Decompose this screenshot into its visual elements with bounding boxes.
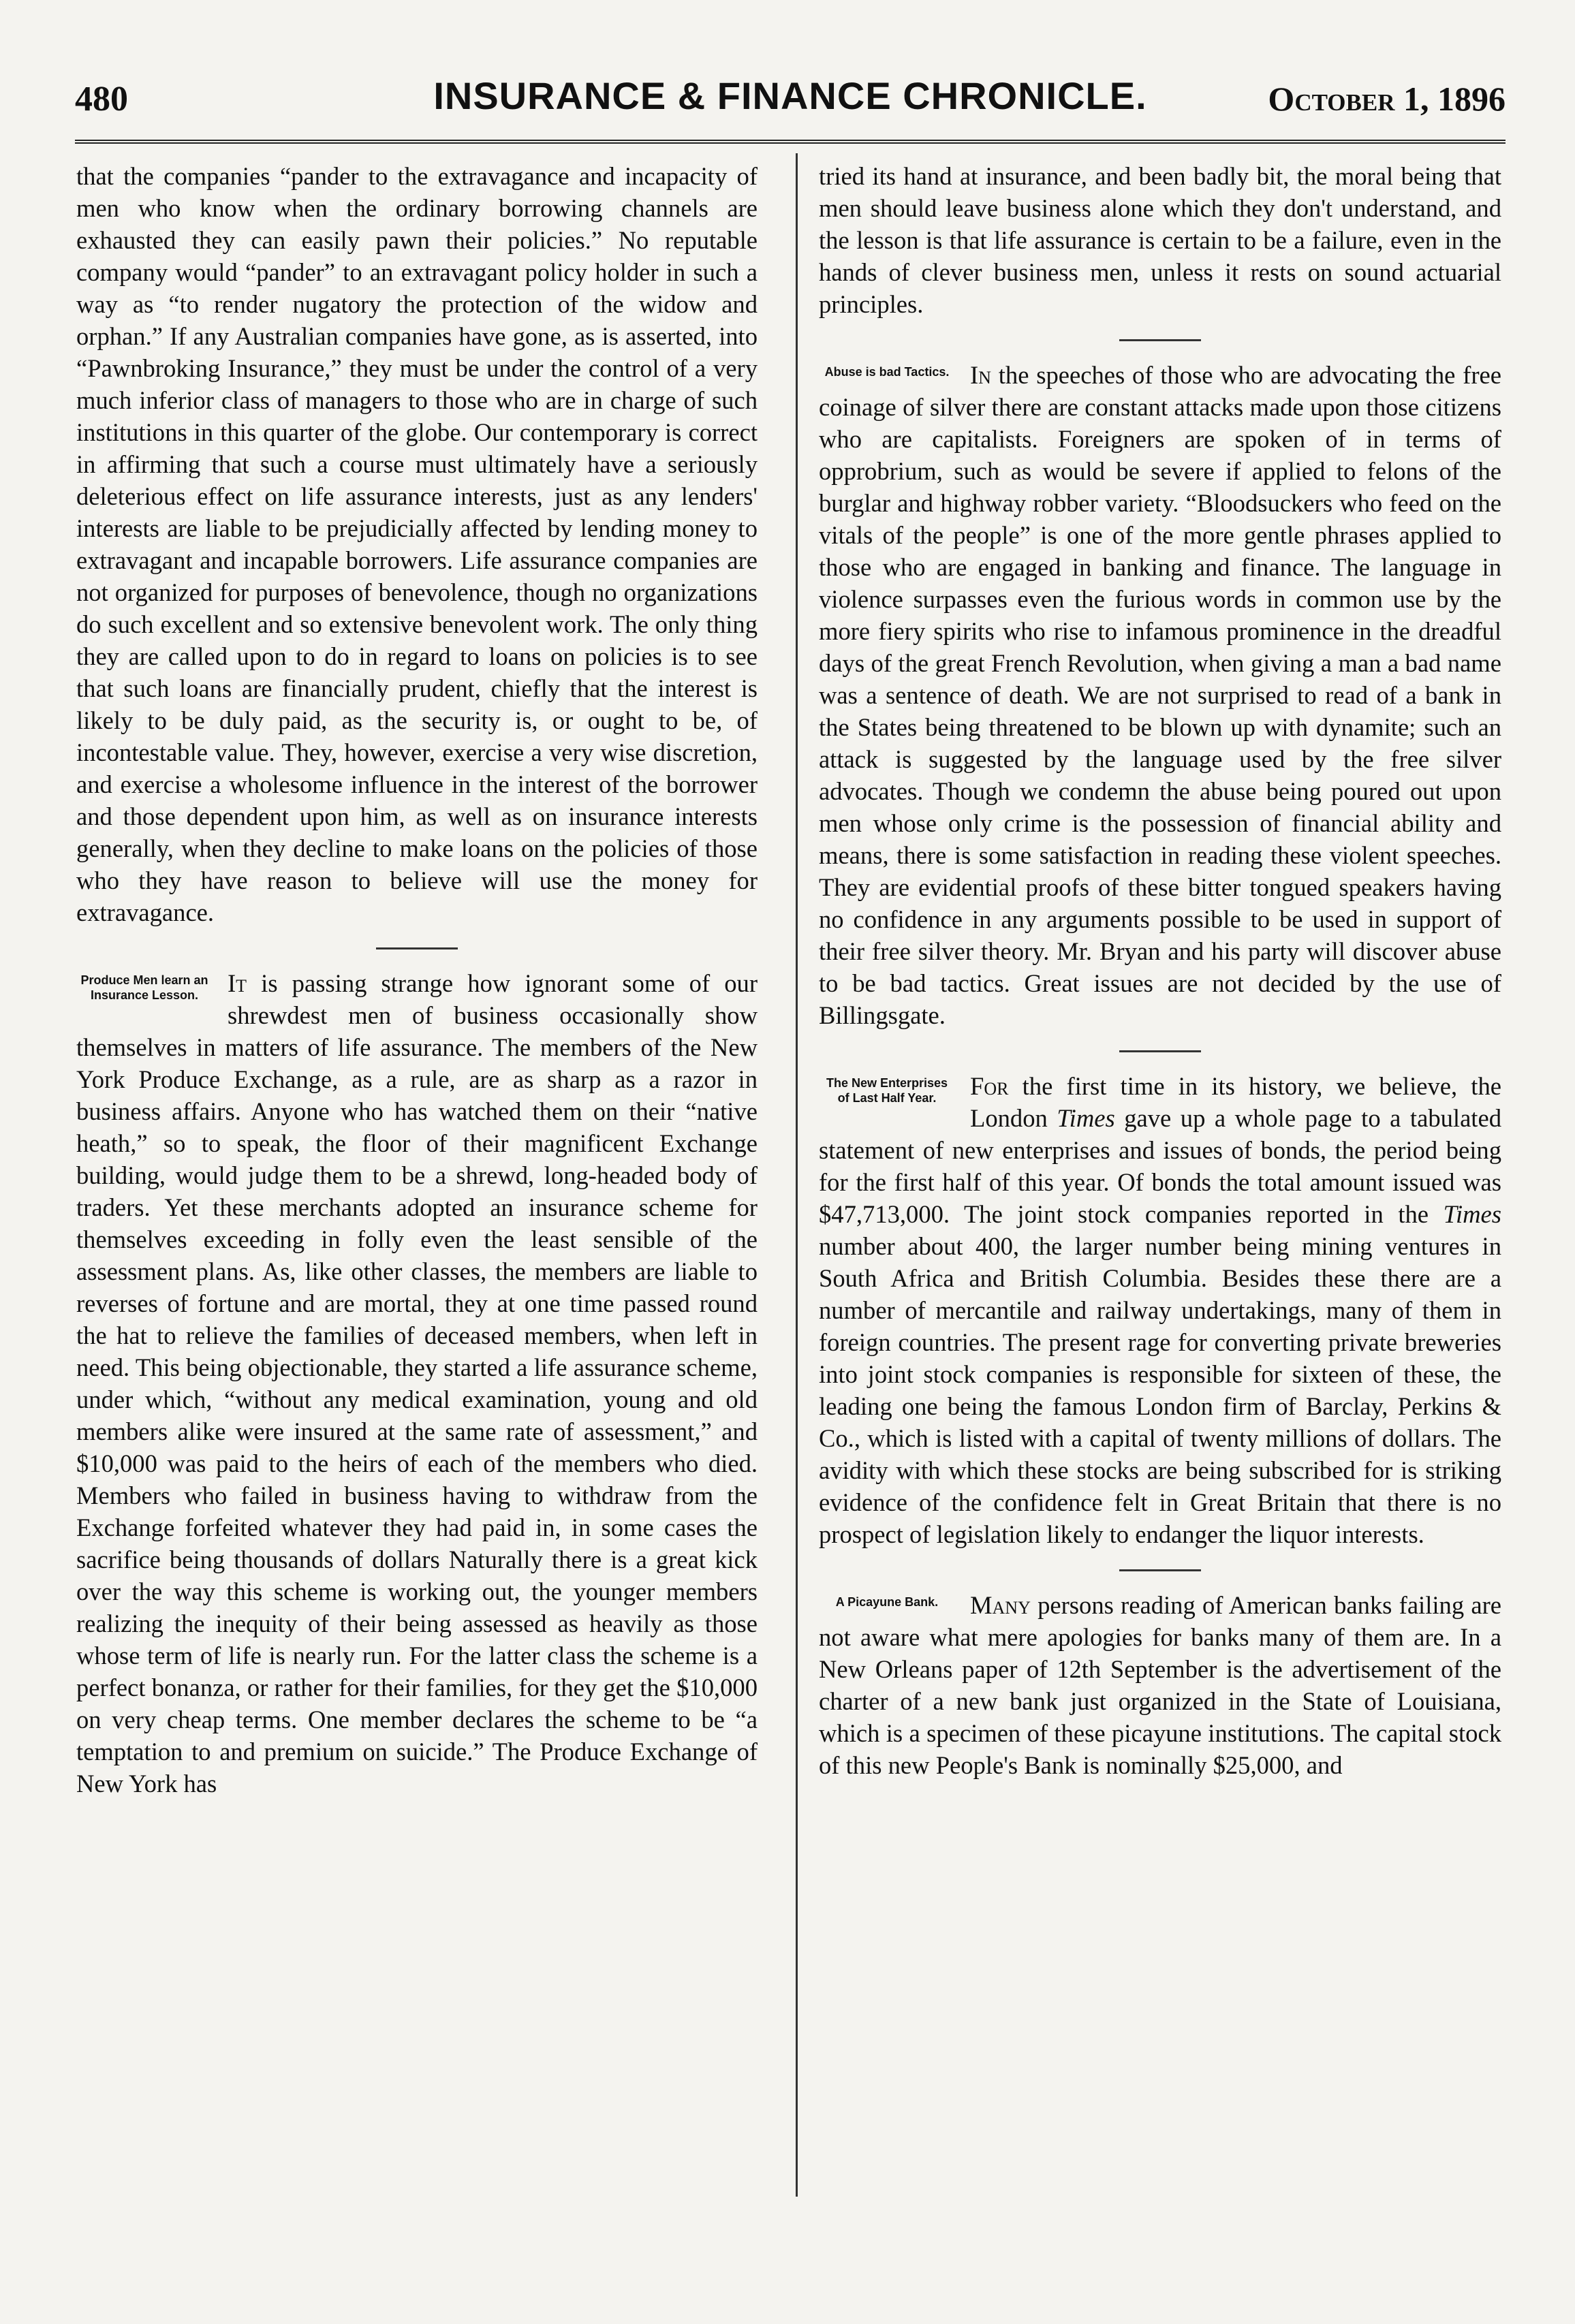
section-divider — [376, 947, 458, 949]
sidenote-abuse-tactics: Abuse is bad Tactics. — [824, 365, 950, 379]
left-column — [76, 160, 758, 1800]
left-intro-paragraph: that the companies “pander to the extravagance and incapacity of men who know when the ordinary borrowing channels are exhausted they can easily pawn their policies.” No reputable company would “pander” to an extravagant policy holder in such a way as “to render nugatory the protection of the widow and orphan.” If any Australian companies have gone, as is asserted, into “Pawnbroking Insurance,” they must be under the control of a very much inferior class of managers to those who are in charge of such institutions in this quarter of the globe. Our contemporary is correct in affirming that such a course must ultimately have a seriously deleterious effect on life assurance interests, just as any lenders' interests are liable to be prejudicially affected by lending money to extravagant and incapable borrowers. Life assurance companies are not organized for purposes of benevolence, though no organizations do such excellent and so extensive benevolent work. The only thing they are called upon to do in regard to loans on policies is to see that such loans are financially prudent, chiefly that the interest is likely to be duly paid, as the security is, or ought to be, of incontestable value. They, however, exercise a very wise discretion, and exercise a wholesome influence in the interest of the borrower and those dependent upon him, as well as on insurance interests generally, when they decline to make loans on the policies of those who they have reason to believe will use the money for extravagance. — [76, 162, 758, 926]
article-abuse-tactics — [819, 359, 1501, 1031]
article-picayune-bank — [819, 1589, 1501, 1781]
right-intro-paragraph: tried its hand at insurance, and been badly bit, the moral being that men should leave business alone which they don't understand, and the lesson is that life assurance is certain to be a failure, even in the hands of clever business men, unless it rests on sound actuarial principles. — [819, 162, 1501, 318]
article-text: persons reading of American banks failing are not aware what mere apologies for banks many of them are. In a New Orleans paper of 12th September is the advertisement of the charter of a new bank just organized in the State of Louisiana, which is a specimen of these picayune institutions. The capital stock of this new People's Bank is nominally $25,000, and — [819, 1591, 1501, 1779]
italic-times: Times — [1057, 1104, 1115, 1132]
column-divider — [796, 153, 798, 2197]
page-header — [75, 74, 1506, 135]
section-divider — [1119, 1569, 1201, 1571]
header-rule — [75, 140, 1506, 144]
sidenote-new-enterprises: The New Enterprises of Last Half Year. — [826, 1076, 948, 1105]
article-text: gave up a whole page to a tabulated statement of new enterprises and issues of bonds, the period being for the first half of this year. Of bonds the total amount issued was $47,713,000. The joint stock companies reported in the — [819, 1104, 1501, 1228]
article-lead-word: In — [970, 361, 991, 389]
article-text: the first time in its history, we believe, the London — [970, 1072, 1501, 1132]
sidenote-picayune-bank: A Picayune Bank. — [835, 1595, 939, 1609]
article-lead-word: Many — [970, 1591, 1031, 1619]
article-body — [819, 359, 1501, 1031]
article-text: is passing strange how ignorant some of our shrewdest men of business occasionally show themselves in matters of life assurance. The members of the New York Produce Exchange, as a rule, are as sharp as a razor in business affairs. Anyone who has watched them on their “native heath,” so to speak, the floor of their magnificent Exchange building, would judge them to be a shrewd, long-headed body of traders. Yet these merchants adopted an insurance scheme for themselves exceeding in folly even the least sensible of the assessment plans. As, like other classes, the members are liable to reverses of fortune and are mortal, they at one time passed round the hat to relieve the families of deceased members, when left in need. This being objectionable, they started a life assurance scheme, under which, “without any medical examination, young and old members alike were insured at the same rate of assessment,” and $10,000 was paid to the heirs of each of the members who died. Members who failed in business having to withdraw from the Exchange forfeited whatever they had paid in, in some cases the sacrifice being thousands of dollars Naturally there is a great kick over the way this scheme is working out, the younger members realizing the inequity of their being assessed as heavily as those whose term of life is nearly run. For the latter class the scheme is a perfect bonanza, or rather for their families, for they get the $10,000 on very cheap terms. One member declares the scheme to be “a temptation to and premium on suicide.” The Produce Exchange of New York has — [76, 969, 758, 1797]
article-lead-word: It — [228, 969, 247, 997]
article-body — [819, 1589, 1501, 1781]
right-column — [819, 160, 1501, 1781]
article-new-enterprises — [819, 1070, 1501, 1550]
article-lead-word: For — [970, 1072, 1009, 1100]
article-text: number about 400, the larger number being mining ventures in South Africa and British Columbia. Besides these there are a number of mercantile and railway undertakings, many of them in foreign countries. The present rage for converting private breweries into joint stock companies is responsible for sixteen of these, the leading one being the famous London firm of Barclay, Perkins & Co., which is listed with a capital of twenty millions of dollars. The avidity with which these stocks are being subscribed for is striking evidence of the confidence felt in Great Britain that there is no prospect of legislation likely to endanger the liquor interests. — [819, 1232, 1501, 1548]
article-produce-men — [76, 967, 758, 1800]
article-body — [819, 1070, 1501, 1550]
article-body — [76, 967, 758, 1800]
section-divider — [1119, 339, 1201, 341]
section-divider — [1119, 1050, 1201, 1052]
sidenote-produce-men: Produce Men learn an Insurance Lesson. — [80, 973, 208, 1002]
page-number: 480 — [75, 80, 128, 119]
italic-times: Times — [1443, 1200, 1501, 1228]
issue-date: October 1, 1896 — [1268, 80, 1506, 118]
masthead-title: INSURANCE & FINANCE CHRONICLE. — [433, 74, 1147, 117]
article-text: the speeches of those who are advocating the free coinage of silver there are constant attacks made upon those citizens who are capitalists. Foreigners are spoken of in terms of opprobrium, such as would be severe if applied to felons of the burglar and highway robber variety. “Bloodsuckers who feed on the vitals of the people” is one of the more gentle phrases applied to those who are engaged in banking and finance. The language in violence surpasses even the furious words in common use by the more fiery spirits who rise to infamous prominence in the dreadful days of the great French Revolution, when giving a man a bad name was a sentence of death. We are not surprised to read of a bank in the States being threatened to be blown up with dynamite; such an attack is suggested by the language used by the free silver advocates. Though we condemn the abuse being poured out upon men whose only crime is the possession of financial ability and means, there is some satisfaction in reading these violent speeches. They are evidential proofs of these bitter tongued speakers having no confidence in any arguments possible to be used in support of their free silver theory. Mr. Bryan and his party will discover abuse to be bad tactics. Great issues are not decided by the use of Billingsgate. — [819, 361, 1501, 1029]
